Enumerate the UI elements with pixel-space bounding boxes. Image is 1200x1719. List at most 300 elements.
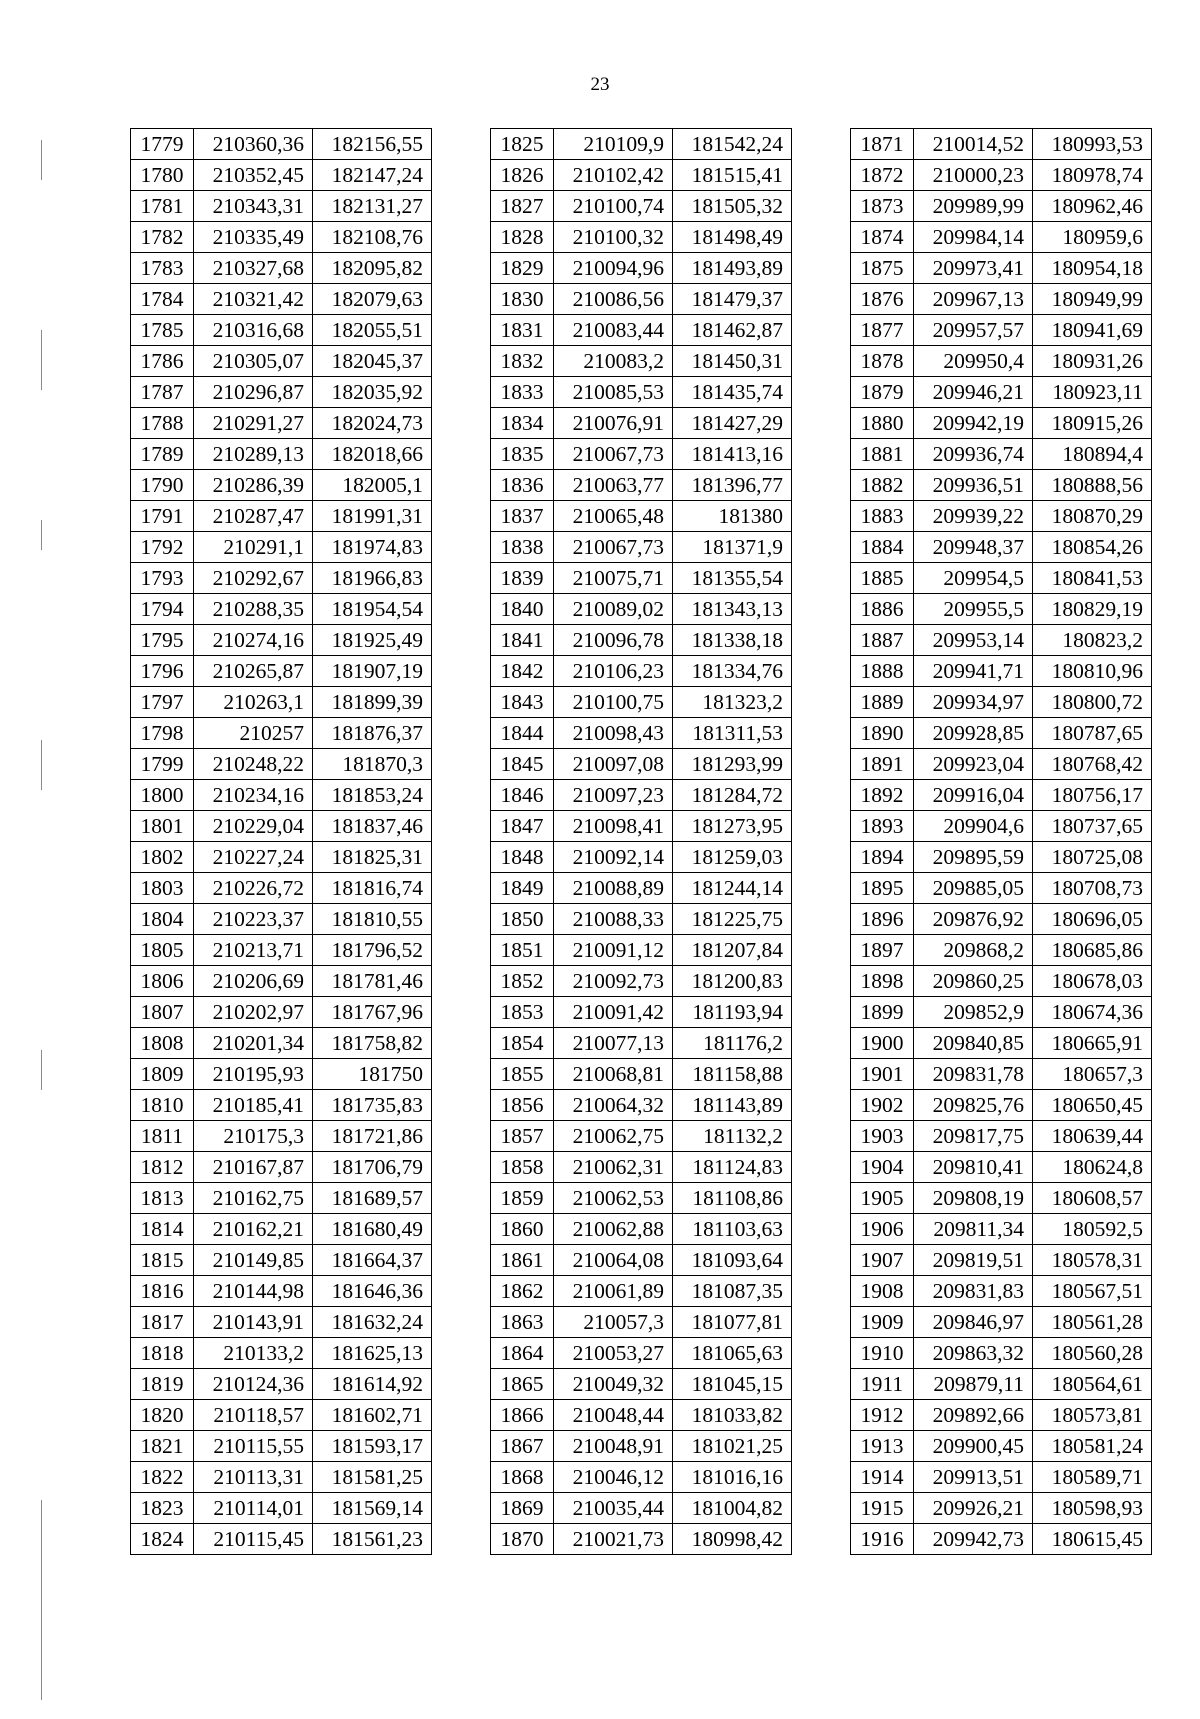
y-coordinate-cell: 181132,2 [673,1121,792,1152]
y-coordinate-cell: 181244,14 [673,873,792,904]
table-row [851,1214,1152,1245]
x-coordinate-cell: 210063,77 [554,470,673,501]
x-coordinate-cell: 210149,85 [194,1245,313,1276]
x-coordinate-cell: 210100,74 [554,191,673,222]
x-coordinate-cell: 209852,9 [914,997,1033,1028]
point-number-cell: 1792 [131,532,194,563]
x-coordinate-cell: 209808,19 [914,1183,1033,1214]
y-coordinate-cell: 180829,19 [1033,594,1152,625]
x-coordinate-cell: 210115,45 [194,1524,313,1555]
table-row [491,873,792,904]
y-coordinate-cell: 180608,57 [1033,1183,1152,1214]
table-row [851,1276,1152,1307]
y-coordinate-cell: 180657,3 [1033,1059,1152,1090]
table-row [851,1307,1152,1338]
x-coordinate-cell: 210077,13 [554,1028,673,1059]
x-coordinate-cell: 210133,2 [194,1338,313,1369]
point-number-cell: 1866 [491,1400,554,1431]
y-coordinate-cell: 180737,65 [1033,811,1152,842]
x-coordinate-cell: 210143,91 [194,1307,313,1338]
x-coordinate-cell: 210124,36 [194,1369,313,1400]
x-coordinate-cell: 210097,23 [554,780,673,811]
x-coordinate-cell: 209831,83 [914,1276,1033,1307]
x-coordinate-cell: 210062,31 [554,1152,673,1183]
table-row [491,439,792,470]
table-row [131,160,432,191]
point-number-cell: 1873 [851,191,914,222]
point-number-cell: 1861 [491,1245,554,1276]
table-row [131,1338,432,1369]
table-row [851,904,1152,935]
table-row [851,1152,1152,1183]
y-coordinate-cell: 181632,24 [313,1307,432,1338]
table-row [491,749,792,780]
table-row [491,904,792,935]
x-coordinate-cell: 210062,75 [554,1121,673,1152]
x-coordinate-cell: 210213,71 [194,935,313,966]
x-coordinate-cell: 210068,81 [554,1059,673,1090]
x-coordinate-cell: 210067,73 [554,439,673,470]
table-row [131,749,432,780]
x-coordinate-cell: 210065,48 [554,501,673,532]
table-row [131,563,432,594]
x-coordinate-cell: 210106,23 [554,656,673,687]
point-number-cell: 1881 [851,439,914,470]
y-coordinate-cell: 181767,96 [313,997,432,1028]
x-coordinate-cell: 210289,13 [194,439,313,470]
point-number-cell: 1796 [131,656,194,687]
x-coordinate-cell: 210089,02 [554,594,673,625]
point-number-cell: 1912 [851,1400,914,1431]
table-row [131,315,432,346]
y-coordinate-cell: 181498,49 [673,222,792,253]
y-coordinate-cell: 181680,49 [313,1214,432,1245]
table-row [491,997,792,1028]
y-coordinate-cell: 180567,51 [1033,1276,1152,1307]
table-row [851,1369,1152,1400]
point-number-cell: 1822 [131,1462,194,1493]
point-number-cell: 1782 [131,222,194,253]
x-coordinate-cell: 210234,16 [194,780,313,811]
point-number-cell: 1841 [491,625,554,656]
y-coordinate-cell: 182079,63 [313,284,432,315]
point-number-cell: 1898 [851,966,914,997]
y-coordinate-cell: 181343,13 [673,594,792,625]
table-row [131,594,432,625]
x-coordinate-cell: 210118,57 [194,1400,313,1431]
table-row [851,1431,1152,1462]
table-row [851,532,1152,563]
table-row [851,811,1152,842]
table-row [131,1400,432,1431]
point-number-cell: 1900 [851,1028,914,1059]
y-coordinate-cell: 182131,27 [313,191,432,222]
y-coordinate-cell: 181735,83 [313,1090,432,1121]
table-row [491,594,792,625]
point-number-cell: 1885 [851,563,914,594]
point-number-cell: 1851 [491,935,554,966]
y-coordinate-cell: 181225,75 [673,904,792,935]
table-row [491,377,792,408]
y-coordinate-cell: 181004,82 [673,1493,792,1524]
point-number-cell: 1846 [491,780,554,811]
x-coordinate-cell: 209950,4 [914,346,1033,377]
point-number-cell: 1889 [851,687,914,718]
x-coordinate-cell: 210021,73 [554,1524,673,1555]
point-number-cell: 1874 [851,222,914,253]
x-coordinate-cell: 209892,66 [914,1400,1033,1431]
x-coordinate-cell: 210185,41 [194,1090,313,1121]
x-coordinate-cell: 210144,98 [194,1276,313,1307]
point-number-cell: 1858 [491,1152,554,1183]
point-number-cell: 1815 [131,1245,194,1276]
y-coordinate-cell: 181721,86 [313,1121,432,1152]
point-number-cell: 1784 [131,284,194,315]
table-row [491,656,792,687]
x-coordinate-cell: 209863,32 [914,1338,1033,1369]
point-number-cell: 1844 [491,718,554,749]
table-row [131,842,432,873]
point-number-cell: 1845 [491,749,554,780]
x-coordinate-cell: 210291,27 [194,408,313,439]
point-number-cell: 1835 [491,439,554,470]
x-coordinate-cell: 209946,21 [914,377,1033,408]
table-row [851,129,1152,160]
table-row [131,1493,432,1524]
table-row [131,408,432,439]
point-number-cell: 1827 [491,191,554,222]
point-number-cell: 1837 [491,501,554,532]
point-number-cell: 1854 [491,1028,554,1059]
y-coordinate-cell: 180841,53 [1033,563,1152,594]
y-coordinate-cell: 181158,88 [673,1059,792,1090]
x-coordinate-cell: 210075,71 [554,563,673,594]
point-number-cell: 1781 [131,191,194,222]
point-number-cell: 1892 [851,780,914,811]
y-coordinate-cell: 180978,74 [1033,160,1152,191]
x-coordinate-cell: 210287,47 [194,501,313,532]
table-row [851,1400,1152,1431]
x-coordinate-cell: 210229,04 [194,811,313,842]
table-row [491,253,792,284]
x-coordinate-cell: 210257 [194,718,313,749]
x-coordinate-cell: 209984,14 [914,222,1033,253]
point-number-cell: 1906 [851,1214,914,1245]
y-coordinate-cell: 180685,86 [1033,935,1152,966]
point-number-cell: 1913 [851,1431,914,1462]
y-coordinate-cell: 180696,05 [1033,904,1152,935]
point-number-cell: 1916 [851,1524,914,1555]
point-number-cell: 1830 [491,284,554,315]
y-coordinate-cell: 181689,57 [313,1183,432,1214]
y-coordinate-cell: 180624,8 [1033,1152,1152,1183]
point-number-cell: 1870 [491,1524,554,1555]
point-number-cell: 1904 [851,1152,914,1183]
table-row [851,501,1152,532]
x-coordinate-cell: 210335,49 [194,222,313,253]
x-coordinate-cell: 210114,01 [194,1493,313,1524]
scan-margin-mark [41,1050,42,1090]
y-coordinate-cell: 181810,55 [313,904,432,935]
point-number-cell: 1834 [491,408,554,439]
y-coordinate-cell: 182005,1 [313,470,432,501]
x-coordinate-cell: 210048,91 [554,1431,673,1462]
table-row [851,656,1152,687]
y-coordinate-cell: 180915,26 [1033,408,1152,439]
y-coordinate-cell: 180592,5 [1033,1214,1152,1245]
y-coordinate-cell: 181706,79 [313,1152,432,1183]
point-number-cell: 1847 [491,811,554,842]
coordinate-table-2 [490,128,792,1555]
y-coordinate-cell: 182055,51 [313,315,432,346]
point-number-cell: 1855 [491,1059,554,1090]
x-coordinate-cell: 210049,32 [554,1369,673,1400]
y-coordinate-cell: 181853,24 [313,780,432,811]
point-number-cell: 1787 [131,377,194,408]
x-coordinate-cell: 210305,07 [194,346,313,377]
x-coordinate-cell: 210274,16 [194,625,313,656]
y-coordinate-cell: 180561,28 [1033,1307,1152,1338]
y-coordinate-cell: 181561,23 [313,1524,432,1555]
point-number-cell: 1886 [851,594,914,625]
x-coordinate-cell: 210092,14 [554,842,673,873]
x-coordinate-cell: 210064,08 [554,1245,673,1276]
table-row [491,1090,792,1121]
x-coordinate-cell: 209825,76 [914,1090,1033,1121]
table-row [131,656,432,687]
y-coordinate-cell: 180931,26 [1033,346,1152,377]
table-row [131,997,432,1028]
point-number-cell: 1797 [131,687,194,718]
point-number-cell: 1806 [131,966,194,997]
point-number-cell: 1825 [491,129,554,160]
x-coordinate-cell: 209934,97 [914,687,1033,718]
y-coordinate-cell: 181396,77 [673,470,792,501]
table-row [491,1183,792,1214]
x-coordinate-cell: 210091,42 [554,997,673,1028]
table-row [131,873,432,904]
table-row [851,160,1152,191]
y-coordinate-cell: 180756,17 [1033,780,1152,811]
point-number-cell: 1783 [131,253,194,284]
y-coordinate-cell: 180589,71 [1033,1462,1152,1493]
table-row [491,1462,792,1493]
y-coordinate-cell: 181311,53 [673,718,792,749]
point-number-cell: 1794 [131,594,194,625]
point-number-cell: 1877 [851,315,914,346]
table-row [491,625,792,656]
table-row [491,222,792,253]
table-row [491,1276,792,1307]
y-coordinate-cell: 180923,11 [1033,377,1152,408]
y-coordinate-cell: 181614,92 [313,1369,432,1400]
y-coordinate-cell: 181925,49 [313,625,432,656]
table-row [851,1059,1152,1090]
y-coordinate-cell: 180941,69 [1033,315,1152,346]
x-coordinate-cell: 209811,34 [914,1214,1033,1245]
point-number-cell: 1860 [491,1214,554,1245]
x-coordinate-cell: 209948,37 [914,532,1033,563]
y-coordinate-cell: 180560,28 [1033,1338,1152,1369]
y-coordinate-cell: 181569,14 [313,1493,432,1524]
point-number-cell: 1791 [131,501,194,532]
point-number-cell: 1786 [131,346,194,377]
x-coordinate-cell: 209923,04 [914,749,1033,780]
point-number-cell: 1801 [131,811,194,842]
point-number-cell: 1836 [491,470,554,501]
x-coordinate-cell: 210076,91 [554,408,673,439]
point-number-cell: 1848 [491,842,554,873]
y-coordinate-cell: 180854,26 [1033,532,1152,563]
table-row [851,687,1152,718]
table-row [851,1245,1152,1276]
table-row [851,1183,1152,1214]
point-number-cell: 1879 [851,377,914,408]
y-coordinate-cell: 182147,24 [313,160,432,191]
x-coordinate-cell: 209868,2 [914,935,1033,966]
table-row [131,191,432,222]
table-row [491,1369,792,1400]
y-coordinate-cell: 181505,32 [673,191,792,222]
table-row [131,1369,432,1400]
x-coordinate-cell: 209819,51 [914,1245,1033,1276]
table-row [131,904,432,935]
y-coordinate-cell: 181293,99 [673,749,792,780]
scan-margin-mark [41,330,42,390]
table-row [851,1493,1152,1524]
table-row [851,346,1152,377]
point-number-cell: 1788 [131,408,194,439]
point-number-cell: 1780 [131,160,194,191]
y-coordinate-cell: 182108,76 [313,222,432,253]
x-coordinate-cell: 209831,78 [914,1059,1033,1090]
y-coordinate-cell: 181825,31 [313,842,432,873]
point-number-cell: 1883 [851,501,914,532]
table-row [491,780,792,811]
y-coordinate-cell: 180870,29 [1033,501,1152,532]
point-number-cell: 1838 [491,532,554,563]
x-coordinate-cell: 209953,14 [914,625,1033,656]
y-coordinate-cell: 180810,96 [1033,656,1152,687]
x-coordinate-cell: 209876,92 [914,904,1033,935]
y-coordinate-cell: 180787,65 [1033,718,1152,749]
y-coordinate-cell: 180578,31 [1033,1245,1152,1276]
x-coordinate-cell: 210109,9 [554,129,673,160]
point-number-cell: 1915 [851,1493,914,1524]
x-coordinate-cell: 209967,13 [914,284,1033,315]
point-number-cell: 1868 [491,1462,554,1493]
y-coordinate-cell: 180573,81 [1033,1400,1152,1431]
point-number-cell: 1802 [131,842,194,873]
point-number-cell: 1876 [851,284,914,315]
point-number-cell: 1890 [851,718,914,749]
table-row [851,408,1152,439]
point-number-cell: 1821 [131,1431,194,1462]
y-coordinate-cell: 180581,24 [1033,1431,1152,1462]
y-coordinate-cell: 181355,54 [673,563,792,594]
y-coordinate-cell: 181124,83 [673,1152,792,1183]
x-coordinate-cell: 209817,75 [914,1121,1033,1152]
table-row [851,222,1152,253]
y-coordinate-cell: 181899,39 [313,687,432,718]
point-number-cell: 1910 [851,1338,914,1369]
table-row [851,997,1152,1028]
y-coordinate-cell: 180639,44 [1033,1121,1152,1152]
point-number-cell: 1908 [851,1276,914,1307]
x-coordinate-cell: 210098,43 [554,718,673,749]
x-coordinate-cell: 210115,55 [194,1431,313,1462]
table-row [851,439,1152,470]
table-row [131,377,432,408]
coordinate-table-1 [130,128,432,1555]
y-coordinate-cell: 180894,4 [1033,439,1152,470]
table-row [491,842,792,873]
point-number-cell: 1849 [491,873,554,904]
x-coordinate-cell: 210175,3 [194,1121,313,1152]
table-row [851,563,1152,594]
y-coordinate-cell: 182095,82 [313,253,432,284]
x-coordinate-cell: 209879,11 [914,1369,1033,1400]
table-row [851,749,1152,780]
point-number-cell: 1820 [131,1400,194,1431]
x-coordinate-cell: 210343,31 [194,191,313,222]
point-number-cell: 1905 [851,1183,914,1214]
table-row [131,1152,432,1183]
y-coordinate-cell: 180998,42 [673,1524,792,1555]
point-number-cell: 1875 [851,253,914,284]
table-row [851,253,1152,284]
point-number-cell: 1901 [851,1059,914,1090]
x-coordinate-cell: 209846,97 [914,1307,1033,1338]
table-row [131,346,432,377]
x-coordinate-cell: 210167,87 [194,1152,313,1183]
table-row [491,501,792,532]
y-coordinate-cell: 181143,89 [673,1090,792,1121]
y-coordinate-cell: 182018,66 [313,439,432,470]
point-number-cell: 1895 [851,873,914,904]
point-number-cell: 1812 [131,1152,194,1183]
point-number-cell: 1893 [851,811,914,842]
y-coordinate-cell: 181103,63 [673,1214,792,1245]
y-coordinate-cell: 181093,64 [673,1245,792,1276]
x-coordinate-cell: 209916,04 [914,780,1033,811]
table-row [131,1028,432,1059]
x-coordinate-cell: 210086,56 [554,284,673,315]
table-row [851,966,1152,997]
point-number-cell: 1864 [491,1338,554,1369]
x-coordinate-cell: 209954,5 [914,563,1033,594]
point-number-cell: 1909 [851,1307,914,1338]
x-coordinate-cell: 209957,57 [914,315,1033,346]
point-number-cell: 1843 [491,687,554,718]
y-coordinate-cell: 181837,46 [313,811,432,842]
x-coordinate-cell: 210286,39 [194,470,313,501]
y-coordinate-cell: 181646,36 [313,1276,432,1307]
point-number-cell: 1887 [851,625,914,656]
y-coordinate-cell: 180598,93 [1033,1493,1152,1524]
table-row [491,346,792,377]
point-number-cell: 1832 [491,346,554,377]
table-row [131,1059,432,1090]
point-number-cell: 1840 [491,594,554,625]
y-coordinate-cell: 181954,54 [313,594,432,625]
point-number-cell: 1799 [131,749,194,780]
point-number-cell: 1826 [491,160,554,191]
table-row [491,687,792,718]
table-row [491,1059,792,1090]
x-coordinate-cell: 210000,23 [914,160,1033,191]
table-row [131,501,432,532]
